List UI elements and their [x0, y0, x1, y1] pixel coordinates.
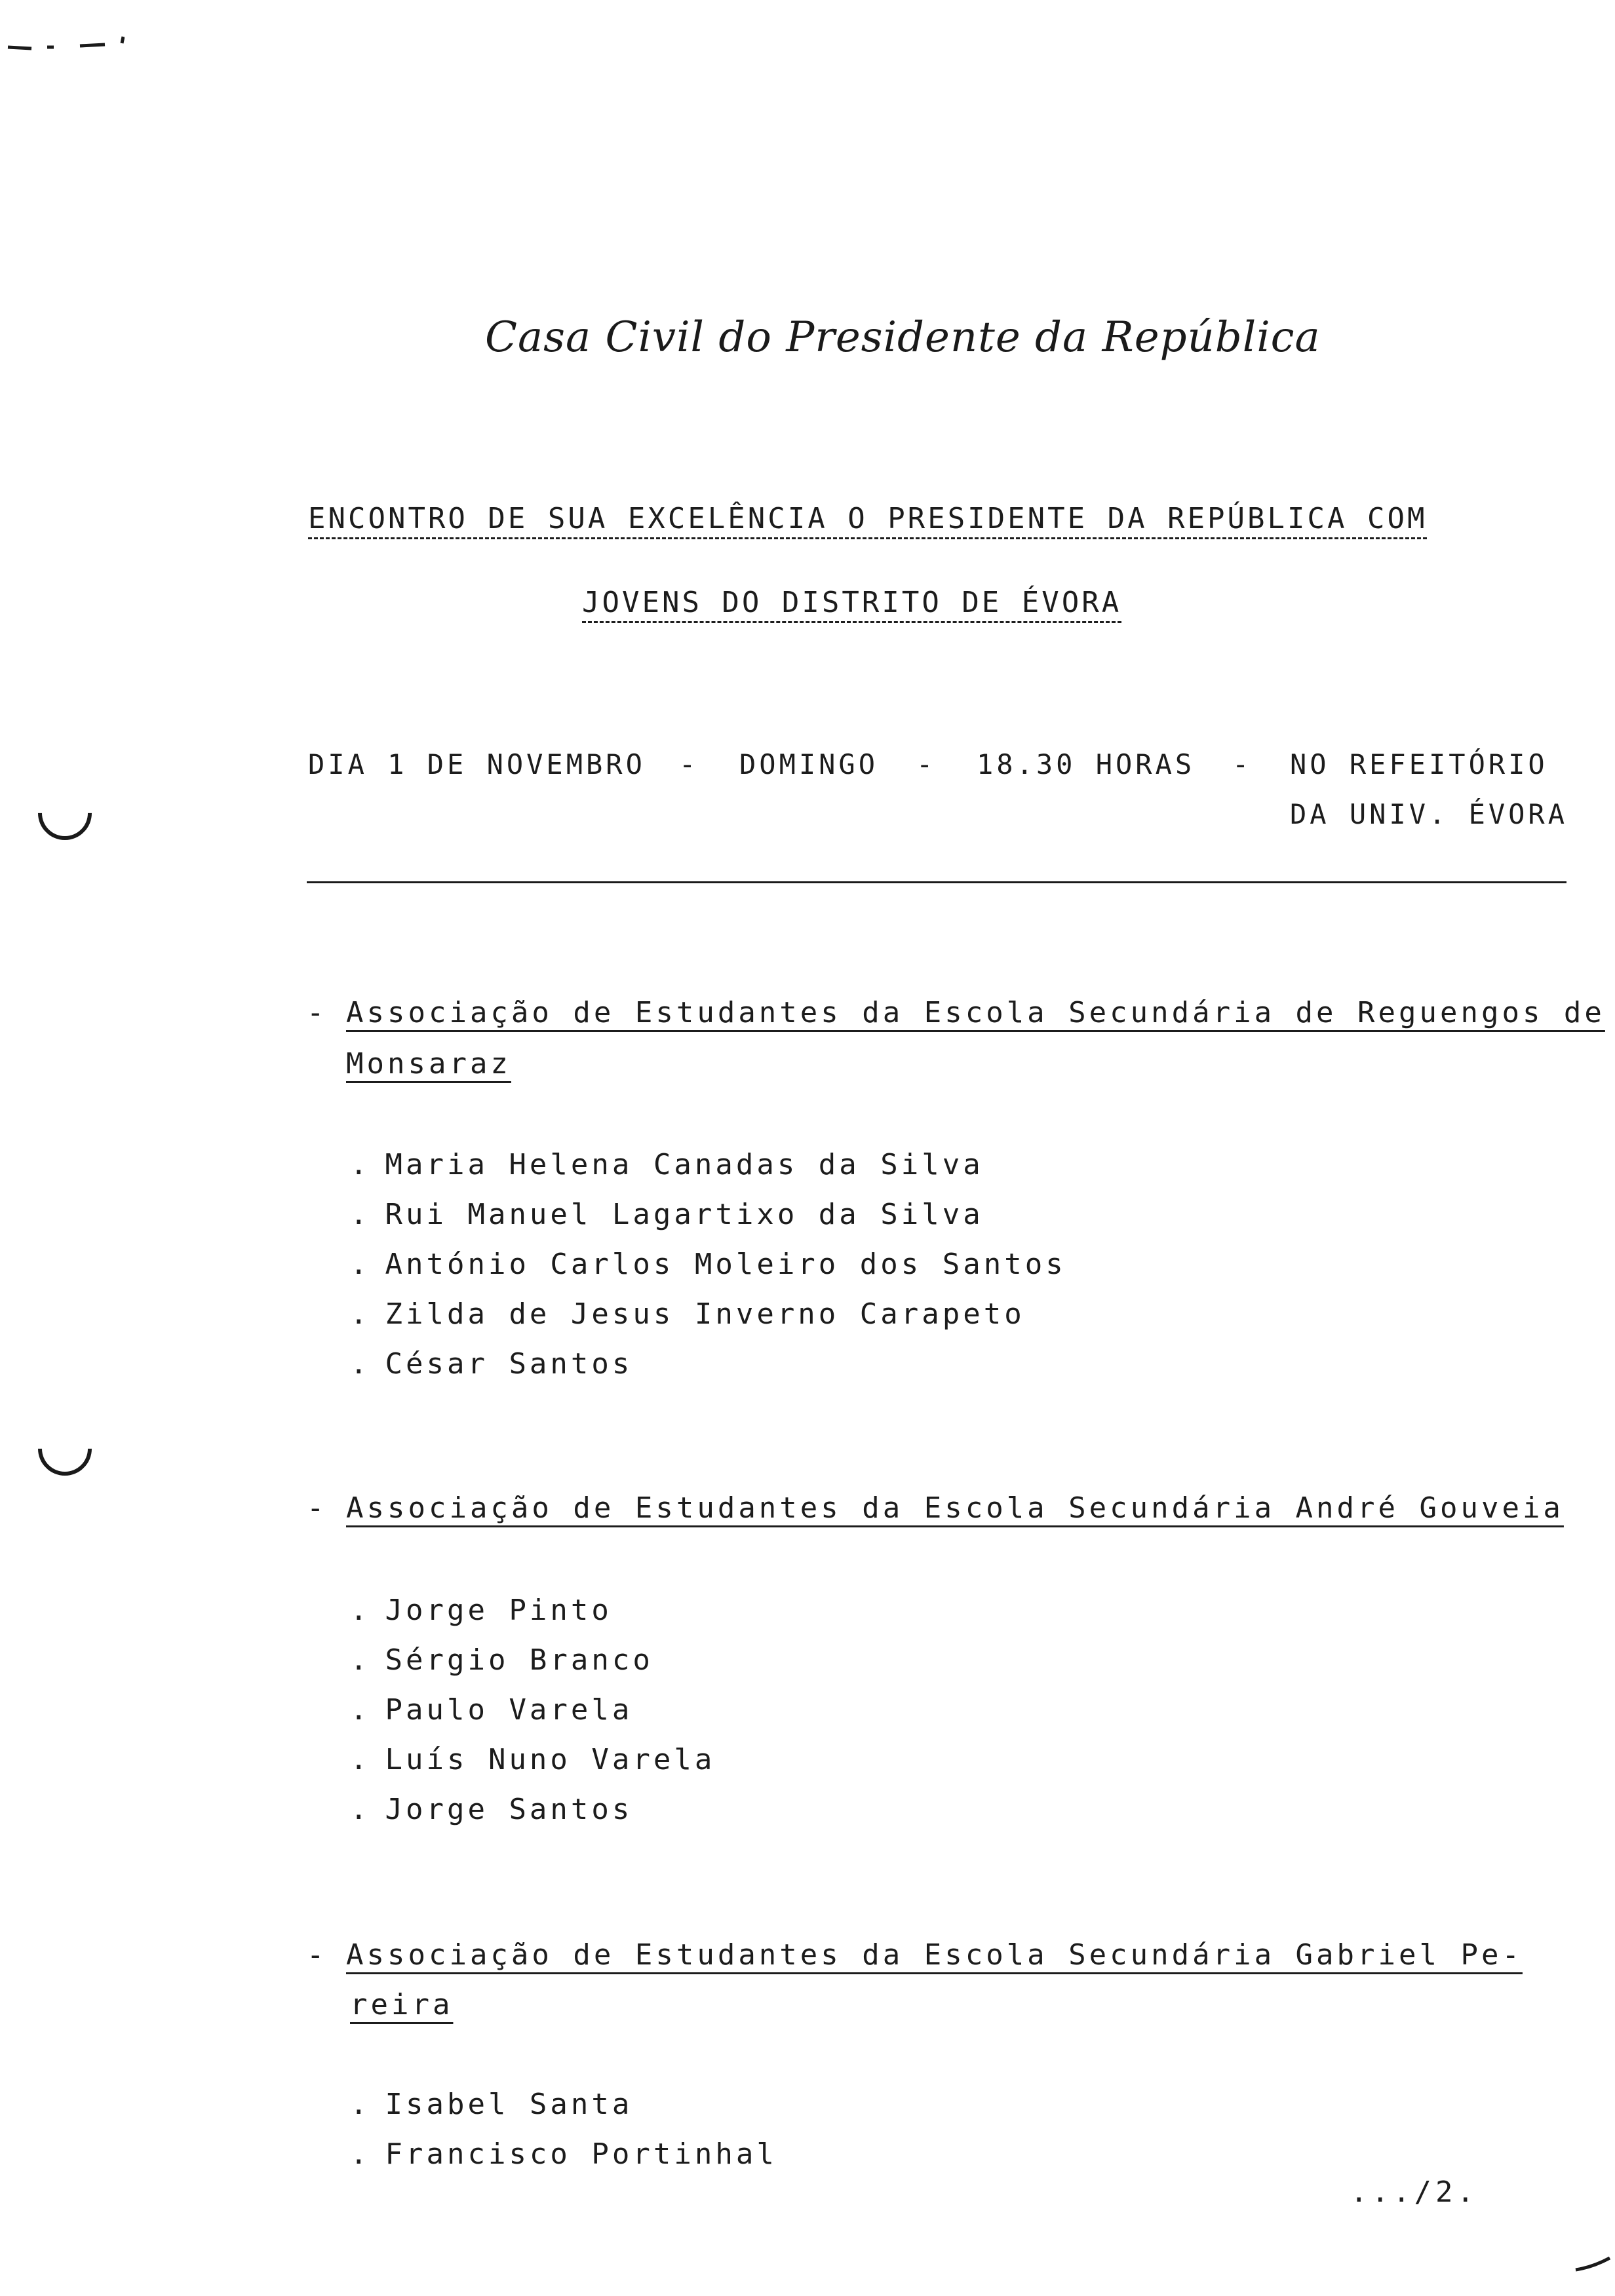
section-heading-text: Associação de Estudantes da Escola Secundária André Gouveia [346, 1491, 1564, 1525]
bullet: . [350, 1297, 371, 1331]
member-name: César Santos [385, 1347, 633, 1381]
list-item [350, 2137, 777, 2171]
list-item [350, 1347, 632, 1381]
member-name: Paulo Varela [385, 1693, 633, 1727]
section-heading-text: reira [350, 1988, 454, 2021]
title-line-2: JOVENS DO DISTRITO DE ÉVORA [582, 586, 1122, 619]
event-separator: - [679, 748, 699, 780]
member-name: Rui Manuel Lagartixo da Silva [385, 1198, 984, 1231]
event-place-line-1: NO REFEITÓRIO [1290, 748, 1548, 780]
event-separator: - [916, 748, 937, 780]
event-place-line-2: DA UNIV. ÉVORA [1290, 798, 1568, 830]
member-name: Maria Helena Canadas da Silva [385, 1148, 984, 1181]
member-name: Francisco Portinhal [385, 2137, 777, 2171]
bullet: . [350, 1793, 371, 1826]
list-item [350, 1198, 984, 1231]
bullet: . [350, 1148, 371, 1181]
member-name: Jorge Pinto [385, 1594, 612, 1627]
list-item [350, 1148, 984, 1181]
bullet: . [350, 1594, 371, 1627]
hole-punch-mark [27, 775, 103, 851]
page-continuation: .../2. [1350, 2175, 1478, 2209]
title-line-1: ENCONTRO DE SUA EXCELÊNCIA O PRESIDENTE DA REPÚBLICA COM [308, 502, 1428, 535]
member-name: Isabel Santa [385, 2088, 633, 2121]
section-heading-1-line-1 [346, 996, 1605, 1029]
letterhead: Casa Civil do Presidente da República [485, 313, 1321, 362]
section-dash: - [307, 996, 324, 1029]
list-item [350, 1793, 632, 1826]
list-item [350, 1743, 715, 1776]
member-name: António Carlos Moleiro dos Santos [385, 1248, 1066, 1281]
bullet: . [350, 1643, 371, 1677]
section-heading-1-line-2 [346, 1047, 511, 1081]
bullet: . [350, 2137, 371, 2171]
section-heading-3-line-1 [346, 1938, 1523, 1972]
corner-scribble-mark [7, 33, 125, 52]
bullet: . [350, 1693, 371, 1727]
bullet: . [350, 1347, 371, 1381]
member-name: Sérgio Branco [385, 1643, 653, 1677]
bullet: . [350, 1198, 371, 1231]
section-dash: - [307, 1938, 324, 1972]
member-name: Jorge Santos [385, 1793, 633, 1826]
bullet: . [350, 2088, 371, 2121]
event-time: 18.30 HORAS [977, 748, 1196, 780]
event-weekday: DOMINGO [739, 748, 879, 780]
bullet: . [350, 1248, 371, 1281]
section-heading-text: Monsaraz [346, 1047, 511, 1081]
list-item [350, 2088, 632, 2121]
separator-rule [307, 881, 1566, 883]
list-item [350, 1693, 632, 1727]
bullet: . [350, 1743, 371, 1776]
list-item [350, 1248, 1066, 1281]
member-name: Luís Nuno Varela [385, 1743, 716, 1776]
list-item [350, 1297, 1025, 1331]
list-item [350, 1594, 612, 1627]
member-name: Zilda de Jesus Inverno Carapeto [385, 1297, 1025, 1331]
section-heading-2-line-1 [346, 1491, 1564, 1525]
section-heading-text: Associação de Estudantes da Escola Secundária de Reguengos de [346, 996, 1605, 1029]
corner-scribble-mark [1573, 2254, 1612, 2274]
event-separator: - [1232, 748, 1253, 780]
event-day: DIA 1 DE NOVEMBRO [308, 748, 646, 780]
list-item [350, 1643, 653, 1677]
section-heading-3-line-2 [350, 1988, 453, 2021]
section-heading-text: Associação de Estudantes da Escola Secundária Gabriel Pe- [346, 1938, 1523, 1972]
hole-punch-mark [27, 1411, 103, 1487]
section-dash: - [307, 1491, 324, 1525]
